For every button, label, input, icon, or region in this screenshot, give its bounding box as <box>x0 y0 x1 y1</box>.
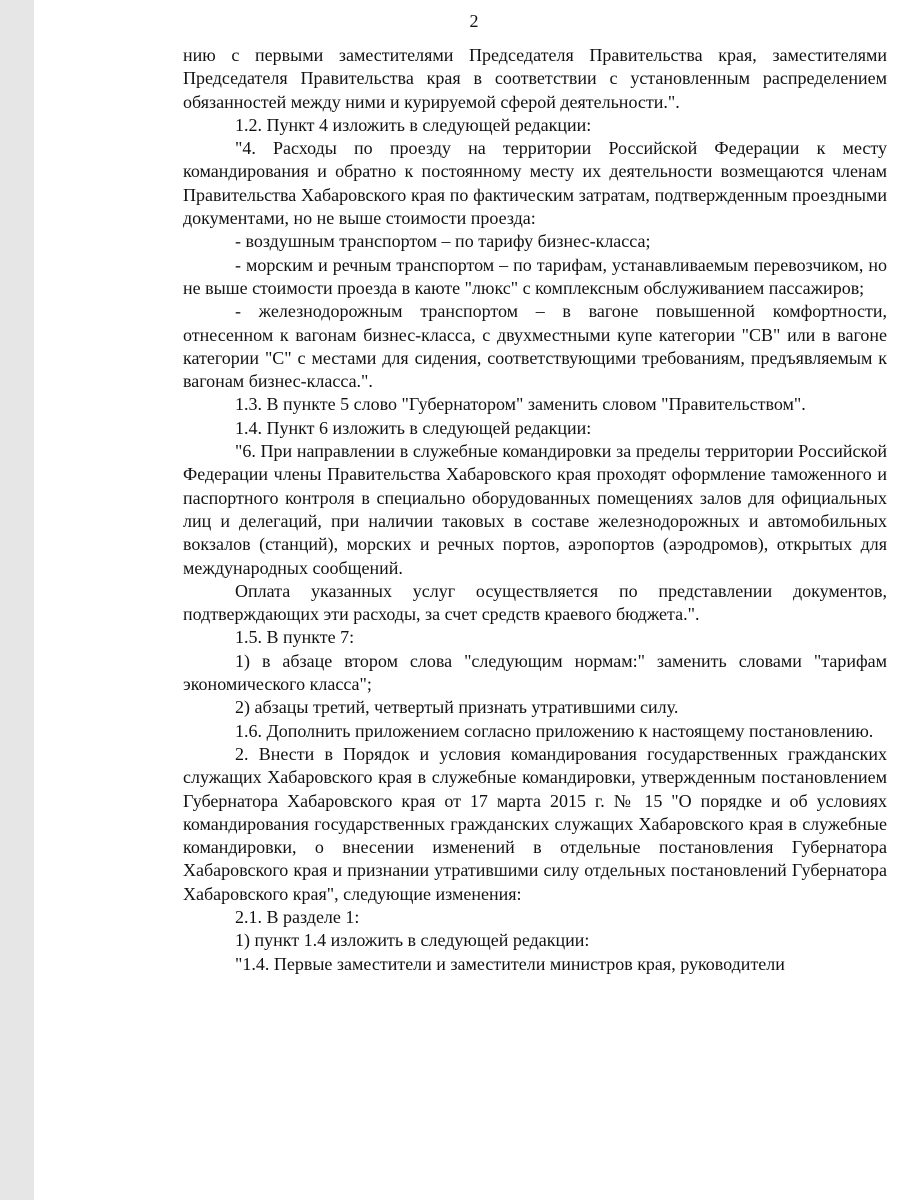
paragraph: 1.4. Пункт 6 изложить в следующей редакции: <box>235 417 592 438</box>
paragraph: 1) в абзаце втором слова "следующим нормам:" заменить словами "тарифам экономического класса"; <box>183 650 887 695</box>
paragraph: 1.5. В пункте 7: <box>235 627 355 648</box>
paragraph: - морским и речным транспортом – по тарифам, устанавливаемым перевозчиком, но не выше стоимости проезда в каюте "люкс" с комплексным обслуживанием пассажиров; <box>183 254 887 298</box>
paragraph: 1.6. Дополнить приложением согласно приложению к настоящему постановлению. <box>235 720 874 741</box>
viewer-gutter <box>0 0 34 1200</box>
paragraph: 2) абзацы третий, четвертый признать утратившими силу. <box>235 697 679 718</box>
paragraph: 1.2. Пункт 4 изложить в следующей редакции: <box>235 114 592 135</box>
paragraph: 2. Внести в Порядок и условия командирования государственных гражданских служащих Хабаровского края в служебные командировки, утвержденным постановлением Губернатора Хабаровского края от 17 марта 2015 г. № 15 "О порядке и об условиях командирования государственных гражданских служащих Хабаровского края в служебные командировки, о внесении изменений в отдельные постановления Губернатора Хабаровского края и признании утратившими силу отдельных постановлений Губернатора Хабаровского края", следующие изменения: <box>183 743 887 904</box>
paragraph: 1) пункт 1.4 изложить в следующей редакции: <box>235 930 590 951</box>
paragraph: 1.3. В пункте 5 слово "Губернатором" заменить словом "Правительством". <box>235 394 806 415</box>
document-page <box>34 0 914 1200</box>
paragraph: "6. При направлении в служебные командировки за пределы территории Российской Федерации члены Правительства Хабаровского края проходят оформление таможенного и паспортного контроля в специально оборудованных помещениях залов для официальных лиц и делегаций, при наличии таковых в составе железнодорожных и автомобильных вокзалов (станций), морских и речных портов, аэропортов (аэродромов), открытых для международных сообщений. <box>183 441 887 578</box>
page-number: 2 <box>469 11 479 31</box>
paragraph: Оплата указанных услуг осуществляется по представлении документов, подтверждающих эти расходы, за счет средств краевого бюджета.". <box>183 580 887 625</box>
paragraph: 2.1. В разделе 1: <box>235 906 360 927</box>
document-body <box>183 44 887 976</box>
paragraph: "4. Расходы по проезду на территории Российской Федерации к месту командирования и обратно к постоянному месту их деятельности возмещаются членам Правительства Хабаровского края по фактическим затратам, подтвержденным проездными документами, но не выше стоимости проезда: <box>183 138 887 229</box>
paragraph: нию с первыми заместителями Председателя Правительства края, заместителями Председателя Правительства края в соответствии с установленным распределением обязанностей между ними и курируемой сферой деятельности.". <box>183 45 887 112</box>
paragraph: - воздушным транспортом – по тарифу бизнес-класса; <box>235 231 651 252</box>
paragraph: - железнодорожным транспортом – в вагоне повышенной комфортности, отнесенном к вагонам бизнес-класса, с двухместными купе категории "СВ" или в вагоне категории "С" с местами для сидения, соответствующими требованиям, предъявляемым к вагонам бизнес-класса.". <box>183 301 887 392</box>
paragraph: "1.4. Первые заместители и заместители министров края, руководители <box>235 953 785 974</box>
